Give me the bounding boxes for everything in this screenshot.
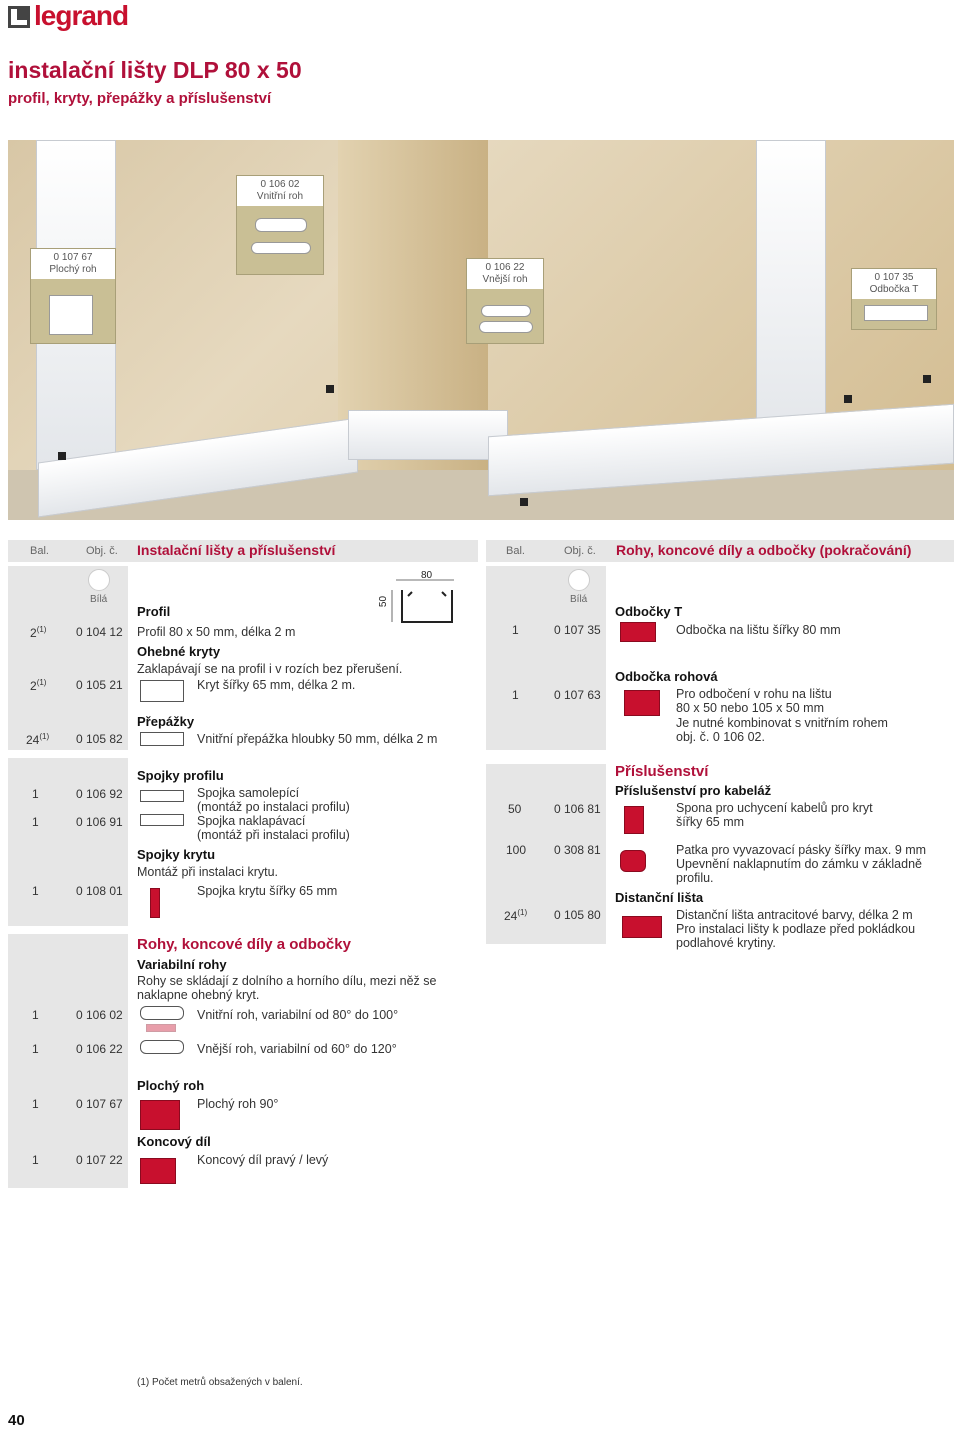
page-number: 40 [8,1412,25,1429]
partition-thumb-icon [140,732,184,746]
t-branch-thumb-icon [620,622,656,642]
kryty-bal: 2$^{(1)}$ [30,678,47,693]
accessory-row-desc3: profilu. [676,871,714,885]
plochy-heading: Plochý roh [137,1078,205,1093]
flat-corner-thumb-icon [140,1100,180,1130]
profil-code: 0 104 12 [76,625,123,639]
spojka-row-code: 0 106 91 [76,815,123,829]
end-cap-thumb-icon [140,1158,176,1184]
kryty-desc: Kryt šířky 65 mm, délka 2 m. [197,678,356,692]
accessory-row-desc2: Upevnění naklapnutím do zámku v základně [676,857,922,871]
spojky-krytu-code: 0 108 01 [76,884,123,898]
prepazky-heading: Přepážky [137,714,195,729]
odbocka-rohova-desc2: 80 x 50 nebo 105 x 50 mm [676,701,825,715]
joint-thumb-icon [140,814,184,826]
spojka-row-desc2: (montáž po instalaci profilu) [197,800,350,814]
callout-code: 0 106 22 [485,262,525,273]
callout-flat-corner [30,248,116,344]
joint-thumb-icon [140,790,184,802]
spojka-row-bal: 1 [32,815,39,829]
spojky-krytu-note: Montáž při instalaci krytu. [137,865,279,879]
variabilni-note2: naklapne ohebný kryt. [137,988,260,1002]
cover-joint-thumb-icon [150,888,160,918]
kryty-heading: Ohebné kryty [137,644,221,659]
spojka-row-bal: 1 [32,787,39,801]
rohy-heading: Rohy, koncové díly a odbočky [137,936,351,953]
kryty-code: 0 105 21 [76,678,123,692]
hero-illustration [8,140,954,520]
left-grey-block-2 [8,758,128,926]
plochy-desc: Plochý roh 90° [197,1097,279,1111]
roh-row-desc: Vnitřní roh, variabilní od 80° do 100° [197,1008,399,1022]
odbocky-t-desc: Odbočka na lištu šířky 80 mm [676,623,841,637]
white-color-swatch [568,569,590,591]
legrand-logo-mark [8,6,30,28]
callout-t-branch [851,268,937,330]
kabelaz-heading: Příslušenství pro kabeláž [615,783,772,798]
horizontal-duct-corner [348,410,508,460]
prislusenstvi-heading: Příslušenství [615,763,709,780]
accessory-row-bal: 50 [508,802,522,816]
callout-outer-corner [466,258,544,344]
koncovy-bal: 1 [32,1153,39,1167]
spojky-krytu-heading: Spojky krytu [137,847,216,862]
odbocky-t-heading: Odbočky T [615,604,683,619]
odbocka-rohova-desc1: Pro odbočení v rohu na lištu [676,687,832,701]
callout-inner-corner [236,175,324,275]
callout-name: Plochý roh [49,264,97,275]
odbocka-rohova-desc4: obj. č. 0 106 02. [676,730,765,744]
corner-branch-thumb-icon [624,690,660,716]
callout-code: 0 107 67 [53,252,93,263]
vertical-duct-right [756,140,826,440]
footnote: (1) Počet metrů obsažených v balení. [137,1377,303,1388]
roh-row-bal: 1 [32,1042,39,1056]
koncovy-heading: Koncový díl [137,1134,211,1149]
callout-name: Vnější roh [482,274,528,285]
odbocka-rohova-desc3: Je nutné kombinovat s vnitřním rohem [676,716,888,730]
dimension-50: 50 [378,595,390,608]
accessory-row-code: 0 308 81 [554,843,601,857]
color-label: Bílá [570,594,588,605]
prepazky-desc: Vnitřní přepážka hloubky 50 mm, délka 2 m [197,732,438,746]
distancni-desc3: podlahové krytiny. [676,936,776,950]
profil-desc: Profil 80 x 50 mm, délka 2 m [137,625,296,639]
dimension-80: 80 [421,570,433,581]
profil-bal: 2$^{(1)}$ [30,625,47,640]
accessory-row-bal: 100 [506,843,527,857]
callout-code: 0 106 02 [260,179,300,190]
odbocky-t-bal: 1 [512,623,519,637]
inner-corner-part-icon [255,218,307,232]
roh-row-code: 0 106 02 [76,1008,123,1022]
koncovy-desc: Koncový díl pravý / levý [197,1153,329,1167]
spojka-row-desc2: (montáž při instalaci profilu) [197,828,350,842]
koncovy-code: 0 107 22 [76,1153,123,1167]
callout-name: Odbočka T [869,284,919,295]
marker-t-branch [844,395,852,403]
accessory-row-desc1: Spona pro uchycení kabelů pro kryt [676,801,873,815]
right-grey-block-1 [486,566,606,750]
inner-corner-thumb-icon [146,1024,176,1032]
odbocka-rohova-heading: Odbočka rohová [615,669,718,684]
distancni-heading: Distanční lišta [615,890,704,905]
callout-code: 0 107 35 [874,272,914,283]
color-label: Bílá [90,594,108,605]
variabilni-note1: Rohy se skládají z dolního a horního dílu, mezi něž se [137,974,437,988]
page-subtitle: profil, kryty, přepážky a příslušenství [8,90,272,107]
inner-corner-part-icon [251,242,311,254]
plochy-bal: 1 [32,1097,39,1111]
right-col-bal: Bal. [506,545,525,557]
prepazky-bal: 24$^{(1)}$ [26,732,50,747]
tie-base-thumb-icon [620,850,646,872]
outer-corner-part-icon [481,305,531,317]
spojka-row-desc1: Spojka naklapávací [197,814,306,828]
odbocka-rohova-bal: 1 [512,688,519,702]
roh-row-bal: 1 [32,1008,39,1022]
variabilni-heading: Variabilní rohy [137,957,227,972]
distancni-desc1: Distanční lišta antracitové barvy, délka 2 m [676,908,913,922]
left-col-bal: Bal. [30,545,49,557]
roh-row-desc: Vnější roh, variabilní od 60° do 120° [197,1042,397,1056]
plochy-code: 0 107 67 [76,1097,123,1111]
kryty-note: Zaklapávají se na profil i v rozích bez přerušení. [137,662,403,676]
spacer-strip-thumb-icon [622,916,662,938]
odbocky-t-code: 0 107 35 [554,623,601,637]
spojka-row-code: 0 106 92 [76,787,123,801]
prepazky-code: 0 105 82 [76,732,123,746]
spojky-krytu-desc: Spojka krytu šířky 65 mm [197,884,338,898]
profil-heading: Profil [137,604,171,619]
marker-flat-corner [58,452,66,460]
t-branch-part-icon [864,305,928,321]
distancni-bal: 24$^{(1)}$ [504,908,528,923]
cover-thumb-icon [140,680,184,702]
odbocka-rohova-code: 0 107 63 [554,688,601,702]
marker-inner-corner [326,385,334,393]
outer-corner-part-icon [479,321,533,333]
right-section-heading: Rohy, koncové díly a odbočky (pokračování) [616,542,912,558]
accessory-row-desc1: Patka pro vyvazovací pásky šířky max. 9 mm [676,843,927,857]
marker-t-branch-2 [923,375,931,383]
callout-name: Vnitřní roh [256,191,304,202]
left-grey-block-3 [8,934,128,1188]
flat-corner-part-icon [49,295,93,335]
distancni-code: 0 105 80 [554,908,601,922]
spojka-row-desc1: Spojka samolepící [197,786,300,800]
marker-outer-corner [520,498,528,506]
left-grey-block-1 [8,566,128,750]
cable-clip-thumb-icon [624,806,644,834]
white-color-swatch [88,569,110,591]
outer-corner-thumb-icon [140,1040,184,1054]
distancni-desc2: Pro instalaci lišty k podlaze před pokládkou [676,922,916,936]
accessory-row-desc2: šířky 65 mm [676,815,745,829]
profile-dimension-diagram [378,568,458,626]
spojky-krytu-bal: 1 [32,884,39,898]
roh-row-code: 0 106 22 [76,1042,123,1056]
spojky-profilu-heading: Spojky profilu [137,768,224,783]
accessory-row-code: 0 106 81 [554,802,601,816]
inner-corner-thumb-icon [140,1006,184,1020]
left-col-obj: Obj. č. [86,545,118,557]
left-section-heading: Instalační lišty a příslušenství [137,542,336,558]
page-title: instalační lišty DLP 80 x 50 [8,57,302,83]
right-col-obj: Obj. č. [564,545,596,557]
legrand-logo: legrand [34,0,129,31]
